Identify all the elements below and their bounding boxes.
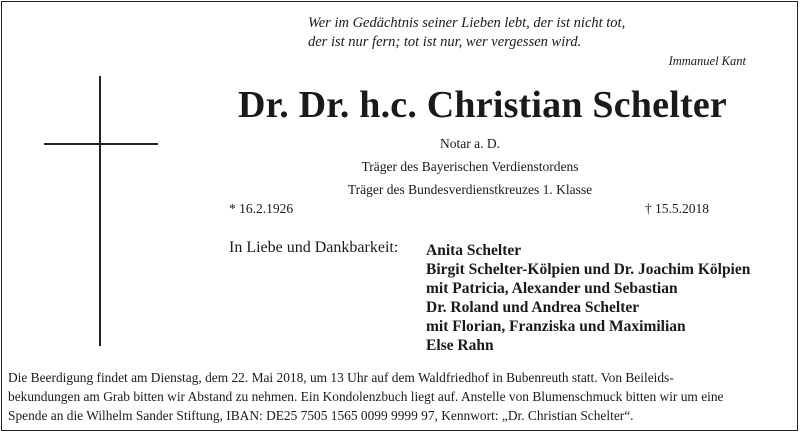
notice-line-3: Spende an die Wilhelm Sander Stiftung, IBAN: DE25 7505 1565 0099 9999 97, Kennwort: „Dr. Christian Schelter“.: [8, 408, 634, 423]
quote-line-2: der ist nur fern; tot ist nur, wer vergessen wird.: [308, 34, 582, 50]
mourner-line: mit Florian, Franziska und Maximilian: [426, 318, 686, 335]
mourner-line: Birgit Schelter-Kölpien und Dr. Joachim Kölpien: [426, 261, 751, 278]
quote-line-1: Wer im Gedächtnis seiner Lieben lebt, der ist nicht tot,: [308, 15, 626, 31]
mourner-line: Dr. Roland und Andrea Schelter: [426, 299, 640, 316]
quote-author: Immanuel Kant: [668, 54, 746, 68]
notice-line-2: bekundungen am Grab bitten wir Abstand zu nehmen. Ein Kondolenzbuch liegt auf. Anstelle von Blumenschmuck bitten wir um eine: [8, 389, 724, 404]
deceased-name: Dr. Dr. h.c. Christian Schelter: [238, 84, 727, 126]
mourner-line: Anita Schelter: [426, 242, 522, 259]
death-date: † 15.5.2018: [644, 201, 709, 216]
mourners-list: [426, 241, 750, 355]
mourner-line: Else Rahn: [426, 337, 494, 354]
epigraph-quote: [308, 14, 728, 52]
cross-vertical-bar: [99, 76, 101, 346]
cross-horizontal-bar: [44, 143, 158, 145]
funeral-notice: [8, 368, 784, 425]
honor-title-1: Notar a. D.: [440, 136, 500, 151]
mourner-line: mit Patricia, Alexander und Sebastian: [426, 280, 678, 297]
honor-title-2: Träger des Bayerischen Verdienstordens: [361, 159, 579, 174]
notice-line-1: Die Beerdigung findet am Dienstag, dem 22. Mai 2018, um 13 Uhr auf dem Waldfriedhof in Bubenreuth statt. Von Beileids-: [8, 370, 674, 385]
birth-date: * 16.2.1926: [229, 201, 294, 216]
mourning-intro: In Liebe und Dankbarkeit:: [229, 239, 399, 256]
honor-title-3: Träger des Bundesverdienstkreuzes 1. Klasse: [347, 182, 593, 197]
